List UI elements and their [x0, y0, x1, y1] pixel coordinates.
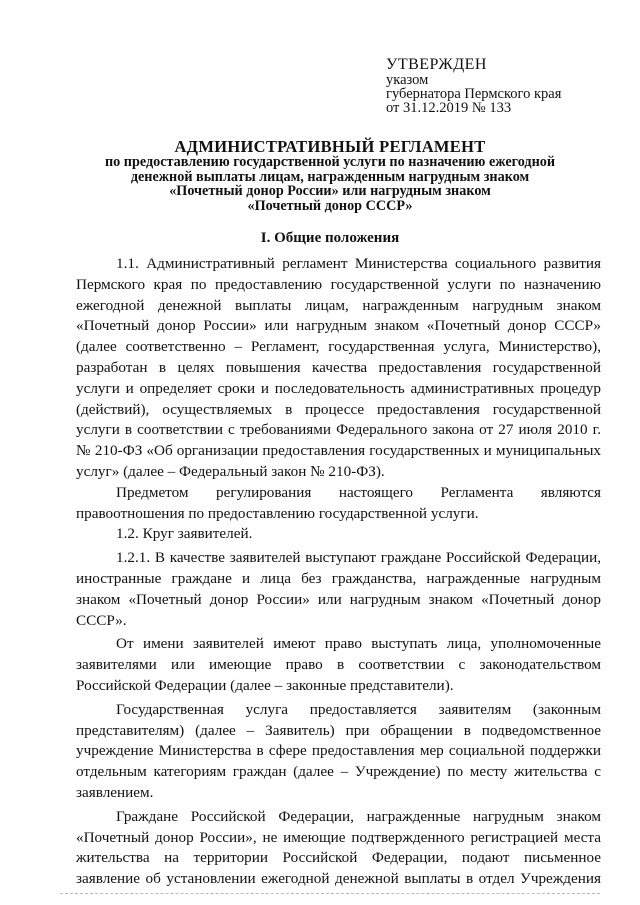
subtitle-line: по предоставлению государственной услуги по назначению ежегодной [104, 154, 556, 170]
approval-line: указом [386, 72, 429, 88]
subtitle-line: «Почетный донор СССР» [247, 197, 413, 214]
approval-stamp [386, 56, 626, 115]
paragraph: 1.1. Административный регламент Министерства социального развития Пермского края по предоставлению государственной услуги по назначению ежегодной денежной выплаты лицам, награжденным нагрудным знаком «Почетный донор России» или нагрудным знаком «Почетный донор СССР» (далее соответственно – Регламент, государственная услуга, Министерство), разработан в целях повышения качества предоставления государственной услуги и определяет сроки и последовательность административных процедур (действий), осуществляемых в процессе предоставления государственной услуги в соответствии с требованиями Федерального закона от 27 июля 2010 г. № 210-ФЗ «Об организации предоставления государственных и муниципальных услуг» (далее – Федеральный закон № 210-ФЗ). [76, 255, 601, 480]
paragraph: 1.2.1. В качестве заявителей выступают граждане Российской Федерации, иностранные граждане и лица без гражданства, награжденные нагрудным знаком «Почетный донор России» или нагрудным знаком «Почетный донор СССР». [76, 549, 601, 629]
approval-heading: УТВЕРЖДЕН [386, 56, 487, 73]
approval-line: губернатора Пермского края [386, 86, 562, 102]
paragraph: Граждане Российской Федерации, награжденные нагрудным знаком «Почетный донор России», не имеющие подтвержденного регистрацией места жительства на территории Российской Федерации, подают письменное заявление об установлении ежегодной денежной выплаты в отдел Учреждения [76, 807, 601, 888]
document-subtitle [60, 155, 600, 213]
paragraph: 1.2. Круг заявителей. [116, 525, 253, 543]
paragraph: От имени заявителей имеют право выступать лица, уполномоченные заявителями или имеющие право в соответствии с законодательством Российской Федерации (далее – законные представители). [76, 635, 601, 694]
paragraph: Предметом регулирования настоящего Регламента являются правоотношения по предоставлению государственной услуги. [76, 483, 601, 522]
section-heading: I. Общие положения [260, 230, 400, 246]
document-title: АДМИНИСТРАТИВНЫЙ РЕГЛАМЕНТ [174, 137, 486, 156]
paragraph: Государственная услуга предоставляется заявителям (законным представителям) (далее – Заявитель) при обращении в подведомственное учреждение Министерства в сфере предоставления мер социальной поддержки отдельным категориям граждан (далее – Учреждение) по месту жительства с заявлением. [76, 700, 601, 801]
subtitle-line: «Почетный донор России» или нагрудным знаком [169, 183, 491, 199]
approval-date: от 31.12.2019 № 133 [386, 100, 512, 116]
page-bottom-divider [60, 893, 600, 894]
subtitle-line: денежной выплаты лицам, награжденным нагрудным знаком [130, 168, 530, 185]
document-body [76, 254, 601, 890]
